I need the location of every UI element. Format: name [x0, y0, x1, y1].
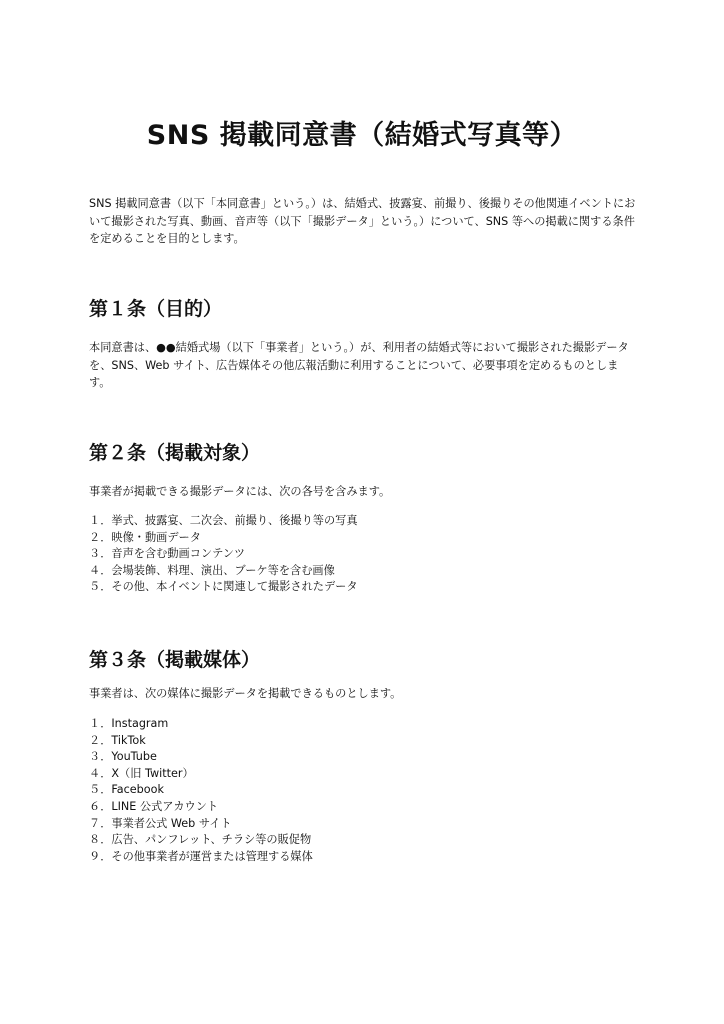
list-item: ２．TikTok — [89, 733, 146, 747]
list-item: ４．会場装飾、料理、演出、ブーケ等を含む画像 — [89, 563, 335, 577]
list-item: ５．Facebook — [89, 783, 164, 797]
list-item: １．挙式、披露宴、二次会、前撮り、後撮り等の写真 — [89, 514, 358, 527]
list-item: ６．LINE 公式アカウント — [89, 799, 219, 813]
list-item: ８．広告、パンフレット、チラシ等の販促物 — [89, 833, 312, 847]
intro-paragraph: SNS 掲載同意書（以下「本同意書」という。）は、結婚式、披露宴、前撮り、後撮りその他関連イベントにおいて撮影された写真、動画、音声等（以下「撮影データ」という。）について、SNS 等への掲載に関する条件を定めることを目的とします。 — [89, 197, 636, 245]
list-item: ２．映像・動画データ — [89, 530, 201, 544]
article3-list — [89, 716, 313, 865]
article2-heading: 第２条（掲載対象） — [89, 442, 261, 464]
article3-lead: 事業者は、次の媒体に撮影データを掲載できるものとします。 — [89, 687, 402, 700]
list-item: １．Instagram — [89, 717, 169, 730]
list-item: ５．その他、本イベントに関連して撮影されたデータ — [89, 580, 358, 594]
list-item: ７．事業者公式 Web サイト — [89, 816, 232, 830]
article1-heading: 第１条（目的） — [89, 298, 223, 320]
document-title: SNS 掲載同意書（結婚式写真等） — [146, 120, 578, 151]
list-item: ９．その他事業者が運営または管理する媒体 — [89, 849, 313, 863]
article1-body: 本同意書は、●●結婚式場（以下「事業者」という。）が、利用者の結婚式等において撮影された撮影データを、SNS、Web サイト、広告媒体その他広報活動に利用することについて、必要事項を定めるものとします。 — [89, 341, 629, 389]
article2-lead: 事業者が掲載できる撮影データには、次の各号を含みます。 — [89, 485, 391, 498]
article2-list — [89, 513, 358, 596]
list-item: ４．X（旧 Twitter） — [89, 766, 194, 780]
list-item: ３．音声を含む動画コンテンツ — [89, 547, 246, 561]
article3-heading: 第３条（掲載媒体） — [89, 649, 261, 671]
list-item: ３．YouTube — [89, 750, 157, 764]
